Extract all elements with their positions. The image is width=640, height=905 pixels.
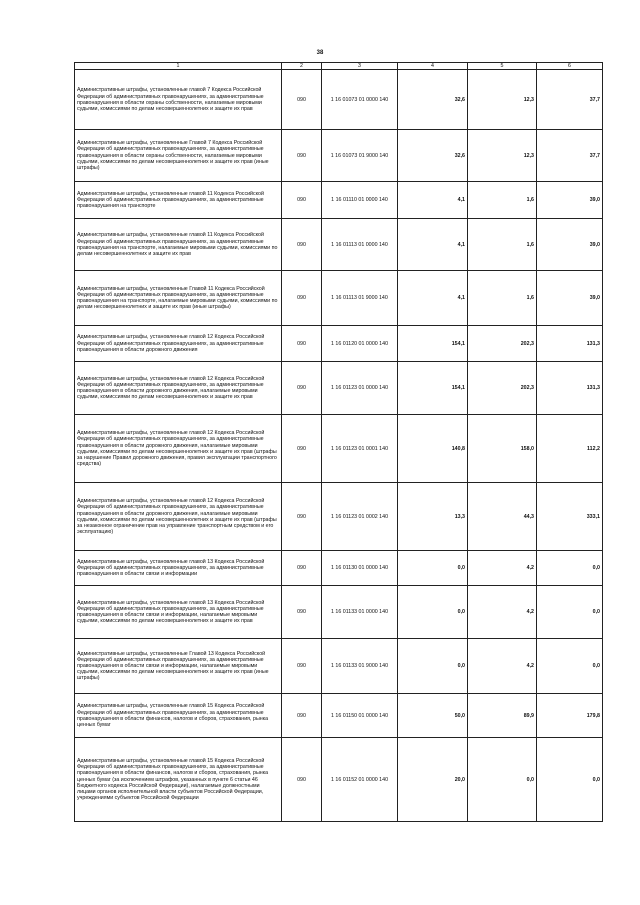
row-value-col4: 0,0 (398, 639, 468, 694)
row-admin-code: 090 (282, 182, 322, 219)
column-header: 6 (537, 63, 603, 70)
row-value-col5: 4,2 (468, 639, 537, 694)
table-row (75, 551, 603, 586)
row-value-col4: 20,0 (398, 738, 468, 822)
row-value-col6: 0,0 (537, 551, 603, 586)
table-body (75, 70, 603, 822)
row-value-col5: 4,2 (468, 586, 537, 639)
table-row (75, 130, 603, 182)
row-value-col4: 32,6 (398, 130, 468, 182)
row-value-col6: 333,1 (537, 483, 603, 551)
table-header-row (75, 63, 603, 70)
row-value-col5: 44,3 (468, 483, 537, 551)
table-row (75, 483, 603, 551)
row-admin-code: 090 (282, 639, 322, 694)
row-value-col6: 39,0 (537, 182, 603, 219)
column-header: 4 (398, 63, 468, 70)
row-admin-code: 090 (282, 738, 322, 822)
row-value-col4: 0,0 (398, 551, 468, 586)
table-row (75, 586, 603, 639)
table-row (75, 219, 603, 271)
row-value-col6: 0,0 (537, 639, 603, 694)
row-value-col5: 1,6 (468, 182, 537, 219)
row-value-col4: 13,3 (398, 483, 468, 551)
row-budget-code: 1 16 01110 01 0000 140 (322, 182, 398, 219)
row-admin-code: 090 (282, 326, 322, 362)
row-value-col6: 179,8 (537, 694, 603, 738)
row-budget-code: 1 16 01133 01 0000 140 (322, 586, 398, 639)
row-description: Административные штрафы, установленные Главой 11 Кодекса Российской Федерации об административных правонарушениях, за административные правонарушения на транспорте, налагаемые мировыми судьями, комиссиями по делам несовершеннолетних и защите их прав (иные штрафы) (75, 271, 282, 326)
row-value-col6: 0,0 (537, 586, 603, 639)
budget-table (74, 62, 603, 822)
row-admin-code: 090 (282, 362, 322, 415)
row-admin-code: 090 (282, 586, 322, 639)
row-budget-code: 1 16 01123 01 0000 140 (322, 362, 398, 415)
row-value-col5: 12,3 (468, 70, 537, 130)
column-header: 1 (75, 63, 282, 70)
row-description: Административные штрафы, установленные главой 11 Кодекса Российской Федерации об административных правонарушениях, за административные правонарушения на транспорте, налагаемые мировыми судьями, комиссиями по делам несовершеннолетних и защите их прав (75, 219, 282, 271)
table-row (75, 639, 603, 694)
row-admin-code: 090 (282, 694, 322, 738)
row-budget-code: 1 16 01130 01 0000 140 (322, 551, 398, 586)
row-value-col4: 4,1 (398, 182, 468, 219)
row-description: Административные штрафы, установленные Главой 13 Кодекса Российской Федерации об административных правонарушениях, за административные правонарушения в области связи и информации, налагаемые мировыми судьями, комиссиями по делам несовершеннолетних и защите их прав (иные штрафы) (75, 639, 282, 694)
row-value-col6: 112,2 (537, 415, 603, 483)
row-value-col5: 202,3 (468, 362, 537, 415)
column-header: 5 (468, 63, 537, 70)
row-description: Административные штрафы, установленные главой 13 Кодекса Российской Федерации об административных правонарушениях, за административные правонарушения в области связи и информации, налагаемые мировыми судьями, комиссиями по делам несовершеннолетних и защите их прав (75, 586, 282, 639)
row-admin-code: 090 (282, 483, 322, 551)
row-budget-code: 1 16 01150 01 0000 140 (322, 694, 398, 738)
table-row (75, 326, 603, 362)
table-row (75, 415, 603, 483)
row-value-col5: 4,2 (468, 551, 537, 586)
row-description: Административные штрафы, установленные главой 11 Кодекса Российской Федерации об административных правонарушениях, за административные правонарушения на транспорте (75, 182, 282, 219)
table-row (75, 70, 603, 130)
row-description: Административные штрафы, установленные главой 15 Кодекса Российской Федерации об административных правонарушениях, за административные правонарушения в области финансов, налогов и сборов, страхования, рынка ценных бумаг (за исключением штрафов, указанных в пункте 6 статьи 46 Бюджетного кодекса Российской Федерации), налагаемые должностными лицами органов исполнительной власти субъектов Российской Федерации, учреждениями субъектов Российской Федерации (75, 738, 282, 822)
row-budget-code: 1 16 01113 01 0000 140 (322, 219, 398, 271)
row-value-col4: 4,1 (398, 219, 468, 271)
row-description: Административные штрафы, установленные главой 15 Кодекса Российской Федерации об административных правонарушениях, за административные правонарушения в области финансов, налогов и сборов, страхования, рынка ценных бумаг (75, 694, 282, 738)
row-value-col5: 202,3 (468, 326, 537, 362)
row-description: Административные штрафы, установленные главой 13 Кодекса Российской Федерации об административных правонарушениях, за административные правонарушения в области связи и информации (75, 551, 282, 586)
row-budget-code: 1 16 01133 01 9000 140 (322, 639, 398, 694)
row-value-col4: 154,1 (398, 362, 468, 415)
row-budget-code: 1 16 01073 01 9000 140 (322, 130, 398, 182)
row-budget-code: 1 16 01073 01 0000 140 (322, 70, 398, 130)
row-value-col5: 89,9 (468, 694, 537, 738)
row-value-col5: 1,6 (468, 219, 537, 271)
row-value-col4: 50,0 (398, 694, 468, 738)
row-value-col6: 39,0 (537, 219, 603, 271)
row-description: Административные штрафы, установленные главой 12 Кодекса Российской Федерации об административных правонарушениях, за административные правонарушения в области дорожного движения (75, 326, 282, 362)
row-admin-code: 090 (282, 271, 322, 326)
row-value-col6: 37,7 (537, 130, 603, 182)
row-budget-code: 1 16 01123 01 0001 140 (322, 415, 398, 483)
row-description: Административные штрафы, установленные главой 12 Кодекса Российской Федерации об административных правонарушениях, за административные правонарушения в области дорожного движения, налагаемые мировыми судьями, комиссиями по делам несовершеннолетних и защите их прав (штрафы за нарушение Правил дорожного движения, правил эксплуатации транспортного средства) (75, 415, 282, 483)
row-value-col6: 37,7 (537, 70, 603, 130)
row-value-col4: 140,8 (398, 415, 468, 483)
table-row (75, 362, 603, 415)
row-value-col4: 154,1 (398, 326, 468, 362)
row-value-col4: 0,0 (398, 586, 468, 639)
page-number: 38 (316, 50, 324, 56)
row-budget-code: 1 16 01123 01 0002 140 (322, 483, 398, 551)
row-value-col5: 1,6 (468, 271, 537, 326)
table-row (75, 271, 603, 326)
row-value-col4: 4,1 (398, 271, 468, 326)
row-budget-code: 1 16 01120 01 0000 140 (322, 326, 398, 362)
row-admin-code: 090 (282, 70, 322, 130)
row-description: Административные штрафы, установленные Главой 7 Кодекса Российской Федерации об административных правонарушениях, за административные правонарушения в области охраны собственности, налагаемые мировыми судьями, комиссиями по делам несовершеннолетних и защите их прав (иные штрафы) (75, 130, 282, 182)
row-value-col5: 0,0 (468, 738, 537, 822)
row-description: Административные штрафы, установленные главой 12 Кодекса Российской Федерации об административных правонарушениях, за административные правонарушения в области дорожного движения, налагаемые мировыми судьями, комиссиями по делам несовершеннолетних и защите их прав (штрафы за незаконное ограничение прав на управление транспортным средством и его эксплуатацию) (75, 483, 282, 551)
row-admin-code: 090 (282, 219, 322, 271)
row-admin-code: 090 (282, 415, 322, 483)
row-value-col6: 131,3 (537, 362, 603, 415)
table-row (75, 738, 603, 822)
table-row (75, 182, 603, 219)
row-value-col6: 39,0 (537, 271, 603, 326)
row-description: Административные штрафы, установленные главой 12 Кодекса Российской Федерации об административных правонарушениях, за административные правонарушения в области дорожного движения, налагаемые мировыми судьями, комиссиями по делам несовершеннолетних и защите их прав (75, 362, 282, 415)
row-value-col5: 158,0 (468, 415, 537, 483)
row-value-col6: 0,0 (537, 738, 603, 822)
row-budget-code: 1 16 01152 01 0000 140 (322, 738, 398, 822)
row-admin-code: 090 (282, 551, 322, 586)
row-value-col6: 131,3 (537, 326, 603, 362)
row-admin-code: 090 (282, 130, 322, 182)
row-budget-code: 1 16 01113 01 9000 140 (322, 271, 398, 326)
row-value-col5: 12,3 (468, 130, 537, 182)
column-header: 3 (322, 63, 398, 70)
row-value-col4: 32,6 (398, 70, 468, 130)
column-header: 2 (282, 63, 322, 70)
row-description: Административные штрафы, установленные главой 7 Кодекса Российской Федерации об административных правонарушениях, за административные правонарушения в области охраны собственности, налагаемые мировыми судьями, комиссиями по делам несовершеннолетних и защите их прав (75, 70, 282, 130)
table-row (75, 694, 603, 738)
